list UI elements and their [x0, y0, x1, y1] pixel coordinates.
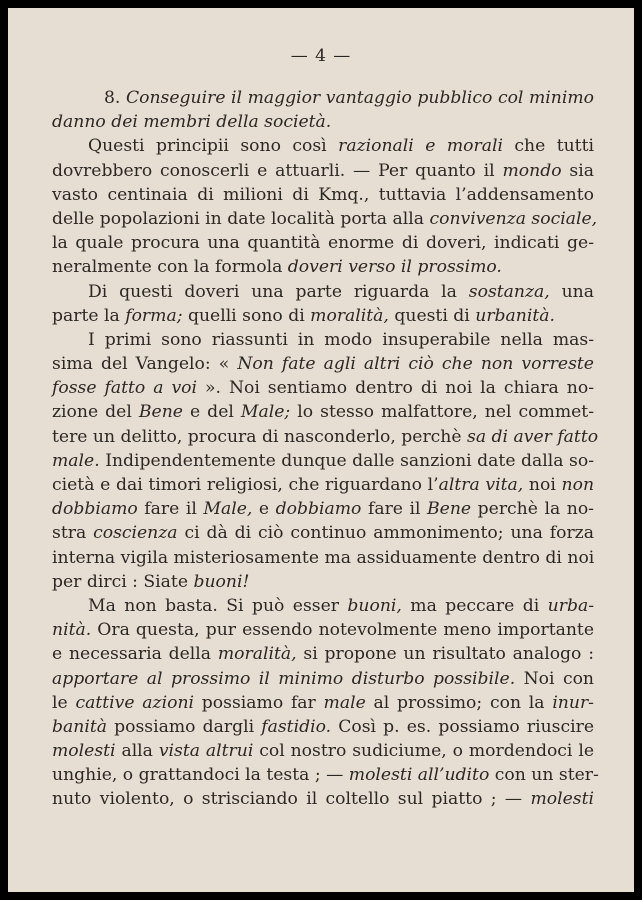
text-segment: neralmente con la formola	[52, 257, 288, 278]
text-segment: Questi principii sono così	[88, 136, 339, 157]
italic-segment: buoni!	[193, 571, 250, 592]
italic-segment: fastidio.	[261, 716, 332, 737]
text-segment: zione del	[52, 402, 139, 423]
text-segment: possiamo dargli	[106, 716, 262, 737]
text-segment: con un ster-	[489, 765, 599, 786]
text-segment: e	[252, 499, 276, 520]
italic-segment: coscienza	[93, 523, 178, 544]
italic-segment: non	[561, 475, 595, 495]
text-segment: questi di	[388, 305, 476, 326]
italic-segment: sostanza,	[468, 281, 550, 302]
italic-segment: mondo	[502, 160, 562, 181]
text-segment: sima del Vangelo: «	[52, 354, 238, 375]
text-segment: per dirci : Siate	[52, 571, 194, 592]
text-line	[52, 739, 594, 763]
text-line	[52, 376, 594, 400]
italic-segment: male	[323, 692, 366, 713]
text-line	[52, 546, 594, 570]
text-segment: Di questi doveri una parte riguarda la	[88, 281, 469, 302]
text-segment: le	[52, 692, 76, 713]
italic-segment: Non fate agli altri ciò che non vorreste	[237, 354, 594, 375]
italic-segment: buoni,	[347, 595, 402, 616]
italic-segment: doveri verso il prossimo.	[287, 257, 502, 278]
italic-segment: Bene	[138, 402, 183, 423]
text-segment: stra	[52, 523, 94, 544]
text-line	[52, 763, 599, 787]
text-segment: cietà e dai timori religiosi, che riguardano l’	[52, 475, 439, 495]
text-line	[52, 134, 594, 158]
italic-segment: cattive azioni	[75, 692, 195, 713]
text-segment: vasto centinaia di milioni di Kmq., tuttavia l’addensamento	[52, 184, 594, 205]
italic-segment: moralità,	[217, 644, 297, 665]
text-segment: Così p. es. possiamo riuscire	[331, 716, 594, 737]
italic-segment: fosse fatto a voi	[52, 378, 198, 399]
text-segment: si propone un risultato analogo :	[296, 644, 594, 665]
italic-segment: apportare al prossimo il minimo disturbo possibile.	[52, 668, 516, 689]
text-segment: Ma non basta. Si può esser	[88, 595, 348, 616]
italic-segment: vista altrui	[158, 741, 254, 762]
text-line	[52, 400, 594, 424]
italic-segment: dobbiamo	[52, 499, 138, 520]
text-segment: I primi sono riassunti in modo insuperabile nella mas-	[88, 329, 594, 350]
italic-segment: nità.	[52, 620, 92, 641]
text-line	[52, 86, 594, 110]
text-line	[52, 497, 594, 521]
text-line	[52, 594, 594, 618]
italic-segment: male.	[52, 450, 100, 471]
text-segment: fare il	[137, 499, 204, 520]
italic-segment: molesti	[52, 741, 116, 762]
text-segment: al prossimo; con la	[365, 692, 553, 713]
text-line	[52, 473, 594, 497]
italic-segment: razionali e morali	[338, 136, 503, 157]
text-segment: ci dà di ciò continuo ammonimento; una forza	[177, 523, 594, 544]
page-number: — 4 —	[290, 46, 352, 66]
text-segment: quelli sono di	[182, 305, 311, 326]
text-segment: e necessaria della	[52, 644, 218, 665]
text-line	[52, 618, 594, 642]
text-segment: Ora questa, pur essendo notevolmente meno importante	[91, 620, 594, 641]
italic-segment: convivenza sociale,	[429, 208, 598, 229]
text-segment: dovrebbero conoscerli e attuarli. — Per quanto il	[52, 160, 503, 181]
text-line	[52, 304, 594, 328]
italic-segment: altra vita,	[438, 475, 524, 495]
text-line	[52, 667, 594, 691]
text-segment: la quale procura una quantità enorme di doveri, indicati ge-	[52, 233, 594, 254]
italic-segment: dobbiamo	[275, 499, 362, 520]
italic-segment: molesti all’udito	[348, 765, 490, 786]
text-segment: una	[549, 281, 594, 302]
text-segment: 8.	[104, 88, 126, 108]
italic-segment: molesti	[530, 789, 594, 810]
text-line	[52, 570, 594, 594]
italic-segment: Conseguire il maggior vantaggio pubblico col minimo	[125, 88, 594, 108]
text-segment: alla	[115, 741, 159, 762]
italic-segment: banità	[52, 716, 107, 737]
text-segment: noi	[523, 475, 562, 495]
text-segment: fare il	[361, 499, 428, 520]
text-segment: delle popolazioni in date località porta alla	[52, 208, 430, 229]
text-segment: interna vigila misteriosamente ma assiduamente dentro di noi	[52, 547, 595, 568]
text-line	[52, 255, 594, 279]
text-segment: Indipendentemente dunque dalle sanzioni date dalla so-	[99, 450, 594, 471]
text-line	[52, 231, 594, 255]
text-segment: Noi con	[515, 668, 594, 689]
text-line	[52, 449, 594, 473]
text-line	[52, 110, 594, 134]
text-line	[52, 280, 594, 304]
text-segment: lo stesso malfattore, nel commet-	[290, 402, 594, 423]
text-line	[52, 159, 594, 183]
text-segment: perchè la no-	[471, 499, 594, 520]
italic-segment: forma;	[125, 305, 183, 326]
text-line	[52, 642, 594, 666]
text-line	[52, 425, 599, 449]
text-segment: parte la	[52, 305, 126, 326]
text-line	[52, 691, 594, 715]
text-segment: col nostro sudiciume, o mordendoci le	[253, 741, 594, 762]
italic-segment: Bene	[427, 499, 472, 520]
text-line	[52, 787, 594, 811]
text-segment: che tutti	[502, 136, 594, 157]
text-segment: possiamo far	[194, 692, 324, 713]
italic-segment: inur-	[552, 692, 594, 713]
text-line	[52, 183, 594, 207]
text-segment: ». Noi sentiamo dentro di noi la chiara no-	[197, 378, 594, 399]
italic-segment: urbanità.	[475, 305, 555, 326]
italic-segment: Male,	[203, 499, 253, 520]
text-line	[52, 521, 594, 545]
text-line	[52, 207, 598, 231]
italic-segment: sa di aver fatto	[467, 426, 599, 447]
text-segment: tere un delitto, procura di nasconderlo, perchè	[52, 426, 468, 447]
text-line	[52, 715, 594, 739]
page-text	[52, 86, 599, 812]
text-segment: ma peccare di	[401, 595, 548, 616]
text-line	[52, 352, 594, 376]
italic-segment: danno dei membri della società.	[52, 112, 332, 133]
book-page	[8, 8, 634, 892]
text-segment: e del	[182, 402, 241, 423]
text-segment: unghie, o grattandoci la testa ; —	[52, 765, 349, 786]
text-segment: nuto violento, o strisciando il coltello sul piatto ; —	[52, 789, 531, 810]
italic-segment: moralità,	[310, 305, 389, 326]
text-line	[52, 328, 594, 352]
text-segment: sia	[561, 160, 595, 181]
italic-segment: urba-	[547, 595, 594, 616]
italic-segment: Male;	[240, 402, 291, 423]
